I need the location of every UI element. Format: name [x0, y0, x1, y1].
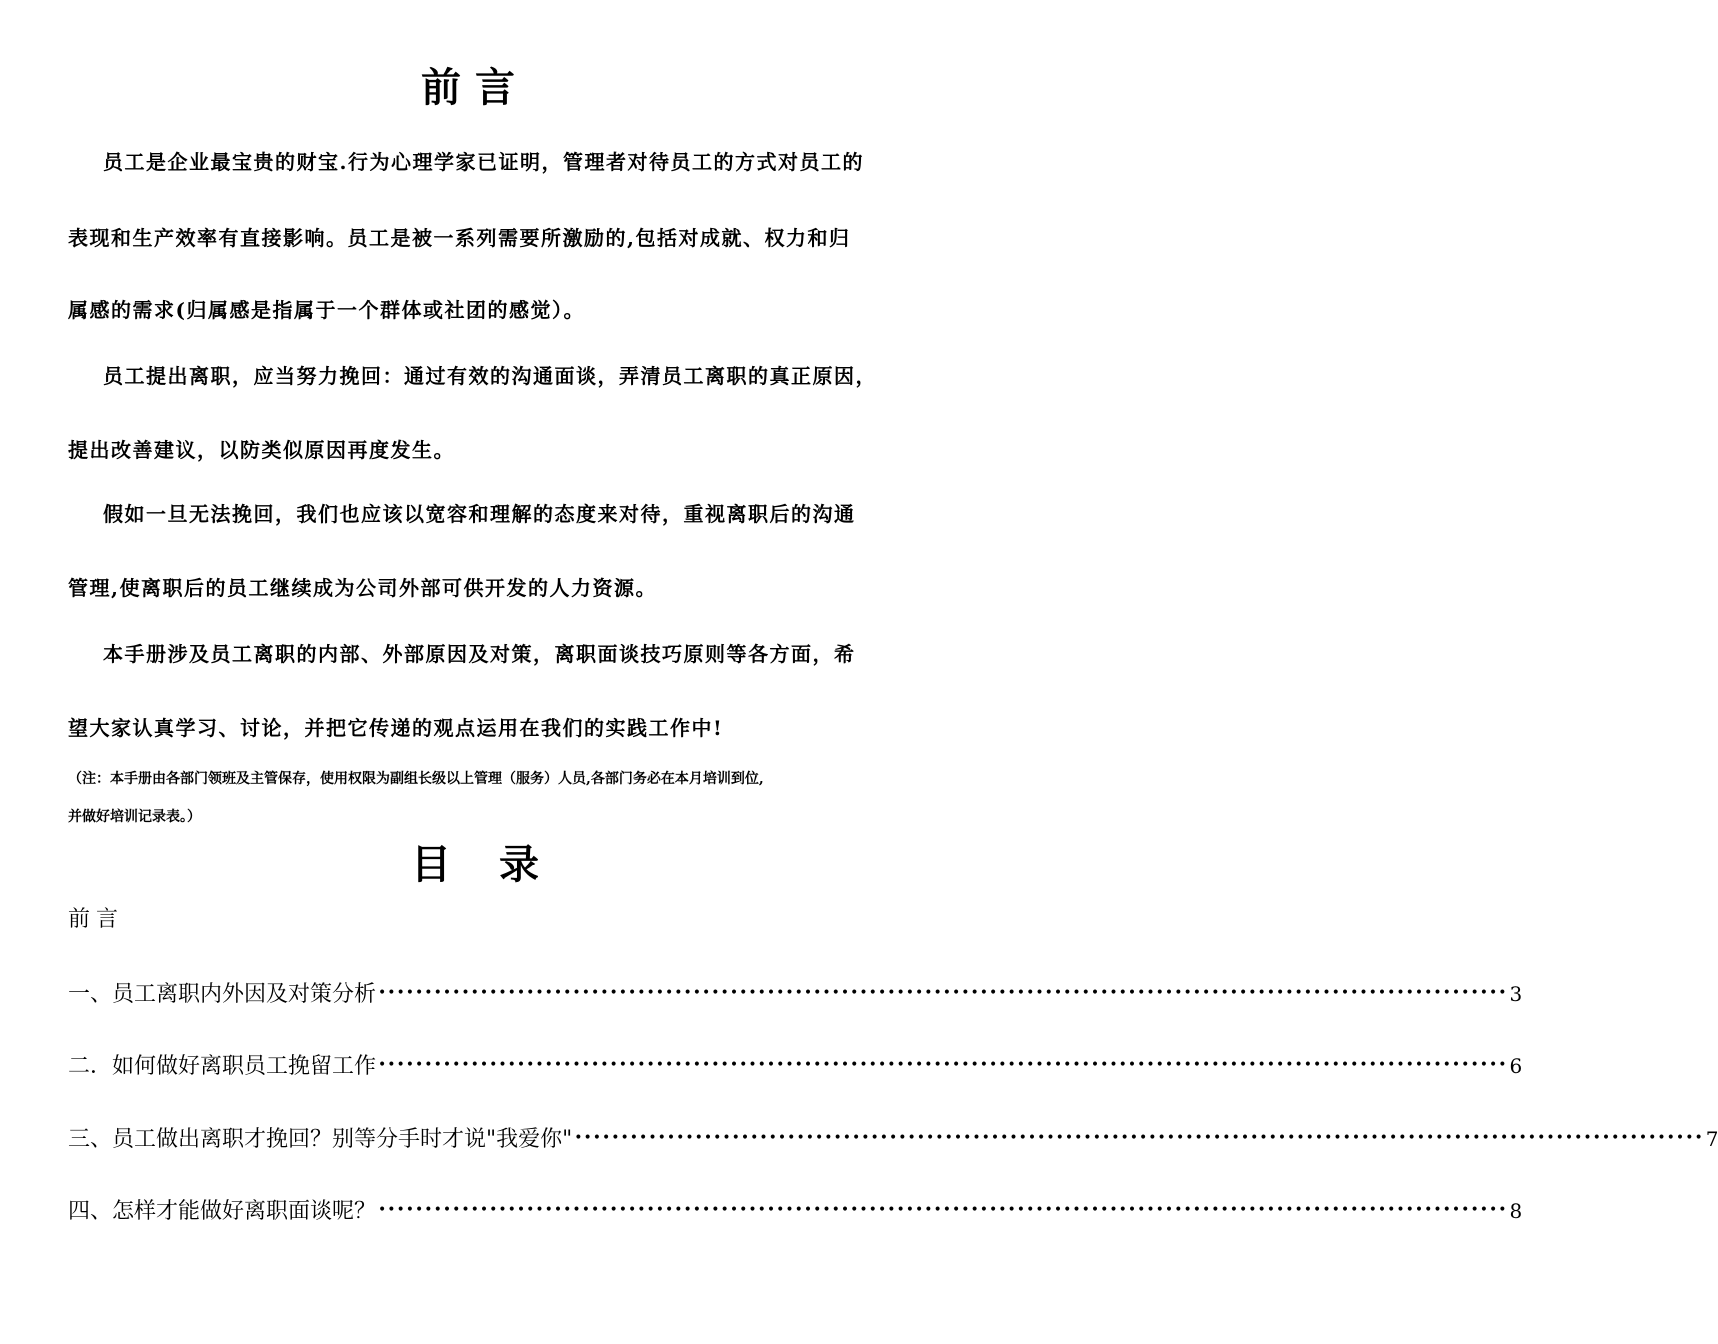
toc-entry-page: 7 [1705, 1127, 1718, 1151]
preface-p3-line2: 管理,使离职后的员工继续成为公司外部可供开发的人力资源。 [68, 576, 657, 600]
preface-p4-line2: 望大家认真学习、讨论，并把它传递的观点运用在我们的实践工作中! [68, 716, 724, 740]
toc-title [0, 838, 950, 892]
toc-entry[interactable] [68, 1195, 1523, 1230]
toc-leader-dots: •••••••••••••••••••••••••••••••••••••••••••••••••••••••••••••••••••••••••••••••••••••••••••••••••••••••••••••••••••••••••• [378, 985, 1508, 1001]
toc-entry[interactable] [68, 1123, 1718, 1158]
preface-p2-line1: 员工提出离职，应当努力挽回：通过有效的沟通面谈，弄清员工离职的真正原因， [103, 364, 877, 388]
toc-entry-label: 一、员工离职内外因及对策分析 [68, 982, 377, 1007]
preface-p2-line2: 提出改善建议，以防类似原因再度发生。 [68, 438, 455, 462]
preface-title: 前言 [421, 64, 529, 111]
toc-entry[interactable] [68, 1050, 1523, 1085]
toc-entry-page: 3 [1509, 982, 1523, 1006]
preface-p3-line1: 假如一旦无法挽回，我们也应该以宽容和理解的态度来对待，重视离职后的沟通 [103, 502, 856, 526]
toc-entry-page: 6 [1509, 1054, 1523, 1078]
preface-p4-line1: 本手册涉及员工离职的内部、外部原因及对策，离职面谈技巧原则等各方面，希 [103, 642, 856, 666]
toc-leader-dots: •••••••••••••••••••••••••••••••••••••••••••••••••••••••••••••••••••••••••••••••••••••••••••••••••••••••••••••••••••••••••• [574, 1130, 1704, 1146]
note-line2: 并做好培训记录表。） [68, 809, 201, 825]
preface-p1-line2: 表现和生产效率有直接影响。员工是被一系列需要所激励的,包括对成就、权力和归 [68, 226, 851, 250]
toc-leader-dots: •••••••••••••••••••••••••••••••••••••••••••••••••••••••••••••••••••••••••••••••••••••••••••••••••••••••••••••••••••••••••• [378, 1057, 1508, 1073]
toc-leader-dots: •••••••••••••••••••••••••••••••••••••••••••••••••••••••••••••••••••••••••••••••••••••••••••••••••••••••••••••••••••••••••• [378, 1202, 1508, 1218]
toc-title-char2: 录 [499, 842, 539, 888]
toc-entry-label: 三、员工做出离职才挽回？别等分手时才说"我爱你" [68, 1127, 573, 1152]
toc-entry[interactable] [68, 978, 1523, 1013]
toc-entry-label: 二．如何做好离职员工挽留工作 [68, 1054, 377, 1079]
preface-p1-line1: 员工是企业最宝贵的财宝.行为心理学家已证明，管理者对待员工的方式对员工的 [103, 150, 864, 174]
toc-title-char1: 目 [411, 842, 451, 888]
toc-entry-page: 8 [1509, 1199, 1523, 1223]
toc-entry-label: 四、怎样才能做好离职面谈呢？ [68, 1199, 377, 1224]
preface-p1-line3: 属感的需求(归属感是指属于一个群体或社团的感觉）。 [68, 298, 585, 322]
toc-preface-entry[interactable]: 前言 [68, 907, 125, 932]
note-line1: （注：本手册由各部门领班及主管保存，使用权限为副组长级以上管理（服务）人员,各部门务必在本月培训到位, [68, 771, 764, 787]
